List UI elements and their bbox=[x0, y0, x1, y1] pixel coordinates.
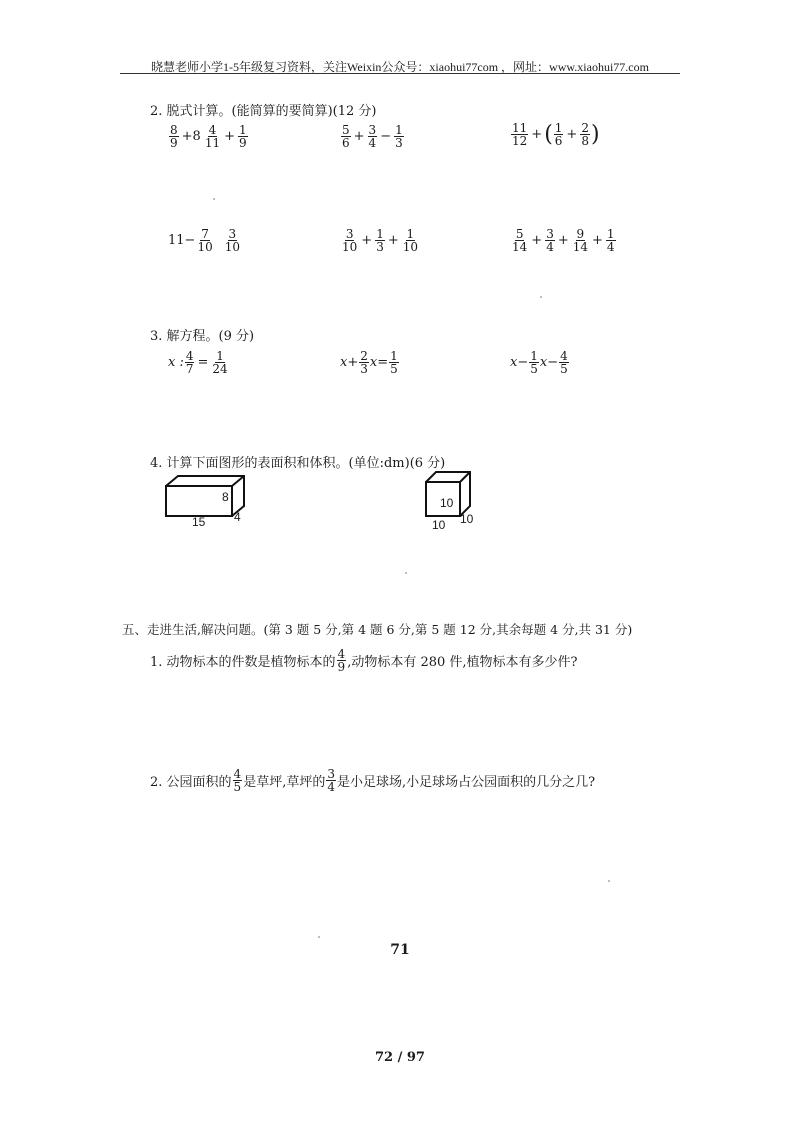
q2-expression-3: $\frac{11}{12}$ + ( $\frac{1}{6}$ + $\frac{2}{8}$ ) bbox=[512, 121, 600, 148]
scan-speck bbox=[608, 880, 610, 882]
section5-title: 五、走进生活,解决问题。(第 3 题 5 分,第 4 题 6 分,第 5 题 12 分,其余每题 4 分,共 31 分) bbox=[122, 622, 633, 637]
q2-expression-5: $\frac{3}{10}$ + $\frac{1}{3}$ + $\frac{1}{10}$ bbox=[342, 227, 419, 254]
scan-speck bbox=[213, 198, 215, 200]
cube-front-label: 10 bbox=[440, 496, 454, 510]
scan-speck bbox=[318, 936, 320, 938]
cube-bottom-label: 10 bbox=[432, 518, 446, 532]
q3-title: 3. 解方程。(9 分) bbox=[150, 329, 255, 344]
header-divider bbox=[120, 73, 680, 74]
q5-problem-1: 1. 动物标本的件数是植物标本的 $\frac{4}{9}$ ,动物标本有 280 件,植物标本有多少件? bbox=[150, 647, 578, 674]
q2-expression-4: 11− $\frac{7}{10}$ $\frac{3}{10}$ bbox=[168, 227, 240, 254]
scan-speck bbox=[405, 572, 407, 574]
q3-equation-1: x : $\frac{4}{7}$ = $\frac{1}{24}$ bbox=[168, 349, 228, 376]
cube-side-label: 10 bbox=[460, 512, 474, 526]
q3-equation-2: x+ $\frac{2}{3}$ x= $\frac{1}{5}$ bbox=[340, 349, 398, 376]
cuboid-height-label: 8 bbox=[222, 490, 229, 504]
q2-expression-6: $\frac{5}{14}$ + $\frac{3}{4}$ + $\frac{9}{14}$ + $\frac{1}{4}$ bbox=[512, 227, 615, 254]
q5-problem-2: 2. 公园面积的 $\frac{4}{5}$ 是草坪,草坪的 $\frac{3}{4}$ 是小足球场,小足球场占公园面积的几分之几? bbox=[150, 767, 596, 794]
q2-expression-2: $\frac{5}{6}$ + $\frac{3}{4}$ − $\frac{1}{3}$ bbox=[342, 123, 403, 150]
scan-speck bbox=[540, 296, 542, 298]
cuboid-width-label: 4 bbox=[234, 510, 241, 524]
cuboid-length-label: 15 bbox=[192, 515, 206, 529]
q2-title: 2. 脱式计算。(能简算的要简算)(12 分) bbox=[150, 104, 377, 119]
q2-expression-1: $\frac{8}{9}$ +8 $\frac{4}{11}$ + $\frac{1}{9}$ bbox=[170, 123, 247, 150]
page-header: 晓慧老师小学1-5年级复习资料，关注Weixin公众号：xiaohui77com ，网址：www.xiaohui77.com bbox=[151, 60, 649, 74]
cuboid-figure bbox=[160, 470, 260, 530]
pdf-pager: 72 / 97 bbox=[375, 1050, 425, 1065]
q4-title: 4. 计算下面图形的表面积和体积。(单位:dm)(6 分) bbox=[150, 456, 446, 471]
page-number: 71 bbox=[390, 942, 410, 958]
q3-equation-3: x− $\frac{1}{5}$ x− $\frac{4}{5}$ bbox=[510, 349, 568, 376]
